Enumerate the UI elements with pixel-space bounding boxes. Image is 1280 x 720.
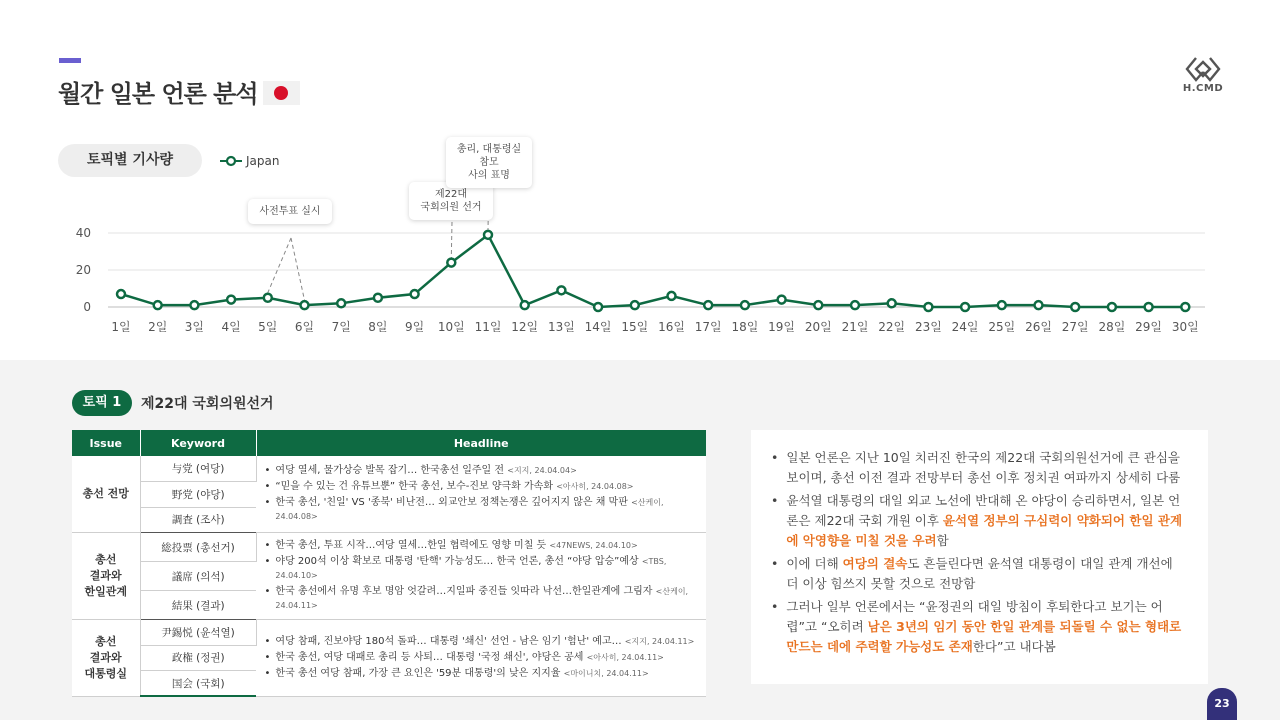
issue-cell	[72, 456, 140, 533]
data-point	[1108, 303, 1116, 311]
x-tick-label: 27일	[1061, 320, 1089, 334]
data-point	[814, 301, 822, 309]
x-tick-label: 23일	[914, 320, 942, 334]
summary-text: 윤석열 대통령의 대일 외교 노선에 반대해 온 야당이 승리하면서, 일본 언론은 제22대 국회 개원 이후	[786, 493, 1181, 528]
x-tick-label: 20일	[804, 320, 832, 334]
x-tick-label: 28일	[1098, 320, 1126, 334]
y-tick-label: 0	[83, 300, 91, 314]
data-point	[301, 301, 309, 309]
summary-text: 함	[936, 533, 949, 548]
x-tick-label: 25일	[988, 320, 1016, 334]
x-tick-label: 15일	[621, 320, 649, 334]
bullet-icon: •	[264, 556, 271, 567]
x-tick-label: 5일	[258, 320, 278, 334]
summary-box	[751, 430, 1208, 684]
annotation-text-line: 총리, 대통령실 참모	[456, 144, 522, 168]
summary-item	[771, 597, 1186, 657]
annotation-text-line: 제22대	[434, 189, 468, 200]
bullet-icon: •	[264, 667, 271, 679]
bullet-icon: •	[264, 586, 271, 597]
headline-text: 한국 총선, 여당 대패로 총리 등 사퇴… 대통령 '국정 쇄신', 야당은 공세	[275, 651, 584, 663]
headline-table	[72, 430, 706, 697]
article-volume-chart	[0, 0, 1280, 345]
headline-source: <마이니치, 24.04.11>	[563, 668, 649, 678]
page-title: 월간 일본 언론 분석	[58, 80, 258, 108]
x-tick-label: 17일	[694, 320, 722, 334]
bullet-icon: •	[264, 540, 271, 551]
headline-text: 한국 총선, 투표 시작…여당 열세…한일 협력에도 영향 미칠 듯	[275, 540, 547, 551]
summary-text: 일본 언론은 지난 10일 치러진 한국의 제22대 국회의원선거에 큰 관심을 보이며, 총선 이전 결과 전망부터 총선 이후 정치권 여파까지 상세히 다룸	[786, 450, 1181, 485]
data-point	[411, 290, 419, 298]
table-header-headline: Headline	[256, 430, 706, 456]
x-tick-label: 10일	[437, 320, 465, 334]
summary-list	[771, 448, 1186, 657]
issue-cell	[72, 533, 140, 620]
topic-title: 제22대 국회의원선거	[141, 396, 274, 412]
summary-highlight: 여당의 결속	[842, 556, 908, 571]
data-point	[594, 303, 602, 311]
issue-label-line: 총선 전망	[82, 487, 129, 500]
topic-badge: 토픽 1	[72, 390, 132, 416]
headline-text: 한국 총선, '친일' VS '종북' 비난전… 외교안보 정책논쟁은 깊어지지 않은 채 막판	[275, 497, 628, 508]
data-point	[924, 303, 932, 311]
x-tick-label: 2일	[148, 320, 168, 334]
x-tick-label: 3일	[184, 320, 205, 334]
headline-source: <산케이, 24.04.11>	[275, 587, 689, 610]
x-tick-label: 1일	[111, 320, 131, 334]
headline-text: 야당 200석 이상 확보로 대통령 '탄핵' 가능성도… 한국 언론, 총선 “야당 압승”예상	[275, 556, 639, 567]
headline-source: <지지, 24.04.11>	[624, 636, 695, 646]
issue-label-line: 대통령실	[84, 666, 127, 680]
x-tick-label: 22일	[878, 320, 906, 334]
summary-text: 한다”고 내다봄	[972, 639, 1056, 654]
x-tick-label: 13일	[547, 320, 575, 334]
issue-label-line: 총선	[95, 634, 117, 648]
headline-source: <TBS, 24.04.10>	[275, 557, 667, 580]
chart-section-pill: 토픽별 기사량	[58, 144, 202, 177]
bullet-icon: •	[771, 599, 779, 614]
summary-item	[771, 554, 1186, 594]
annotation-leader-line	[291, 238, 305, 300]
table-row	[72, 456, 706, 482]
issue-label-line: 결과와	[89, 569, 122, 582]
summary-item	[771, 491, 1186, 551]
headline-source: <아사히, 24.04.08>	[556, 482, 634, 491]
x-tick-label: 8일	[368, 320, 388, 334]
headline-item	[265, 651, 699, 665]
bullet-icon: •	[771, 493, 779, 508]
bullet-icon: •	[771, 556, 779, 571]
keyword-cell: 尹錫悦 (윤석열)	[140, 620, 256, 646]
headline-item	[265, 480, 699, 494]
data-point	[668, 292, 676, 300]
table-row	[72, 620, 706, 646]
data-point	[631, 301, 639, 309]
data-point	[998, 301, 1006, 309]
chart-annotation	[248, 199, 332, 224]
data-point	[778, 296, 786, 304]
annotation-text-line: 사전투표 실시	[259, 206, 321, 217]
issue-label-line: 한일관계	[84, 585, 127, 598]
headline-item	[265, 464, 699, 478]
data-point	[888, 299, 896, 307]
keyword-cell: 野党 (야당)	[140, 482, 256, 508]
y-tick-label: 20	[75, 263, 91, 277]
legend-label: Japan	[246, 154, 280, 168]
logo-text: H.CMD	[1182, 83, 1224, 94]
annotation-leader-line	[451, 222, 452, 258]
data-point	[117, 290, 125, 298]
headline-item	[265, 555, 699, 583]
series-line	[121, 235, 1185, 307]
data-point	[521, 301, 529, 309]
table-row	[72, 533, 706, 562]
headline-cell	[256, 456, 706, 533]
headline-cell	[256, 533, 706, 620]
summary-text: 도 흔들린다면 윤석열 대통령이 대일 관계 개선에 더 이상 힘쓰지 못할 것으로 전망함	[786, 556, 1173, 591]
headline-text: 한국 총선 여당 참패, 가장 큰 요인은 '59분 대통령'의 낮은 지지율	[275, 667, 561, 679]
table-header-issue: Issue	[72, 430, 140, 456]
keyword-cell: 与党 (여당)	[140, 456, 256, 482]
headline-text: “믿을 수 있는 건 유튜브뿐” 한국 총선, 보수-진보 양극화 가속화	[275, 481, 554, 492]
annotation-text-line: 국회의원 선거	[420, 202, 482, 213]
keyword-cell: 調査 (조사)	[140, 507, 256, 533]
summary-highlight: 남은 3년의 임기 동안 한일 관계를 되돌릴 수 없는 형태로 만드는 데에 주력할 가능성도 존재	[786, 619, 1182, 654]
bullet-icon: •	[264, 465, 271, 476]
data-point	[1181, 303, 1189, 311]
issue-label-line: 결과와	[89, 650, 122, 664]
x-tick-label: 29일	[1135, 320, 1163, 334]
summary-text: 그러나 일부 언론에서는 “윤정권의 대일 방침이 후퇴한다고 보기는 어렵”고 “오히려	[786, 599, 1163, 634]
headline-source: <47NEWS, 24.04.10>	[549, 541, 638, 550]
headline-source: <산케이, 24.04.08>	[275, 498, 664, 521]
bullet-icon: •	[264, 481, 271, 492]
headline-text: 여당 참패, 진보야당 180석 돌파… 대통령 '쇄신' 선언 - 남은 임기 '험난' 예고…	[275, 635, 622, 647]
data-point	[337, 299, 345, 307]
x-tick-label: 30일	[1171, 320, 1199, 334]
headline-item	[265, 635, 699, 649]
data-point	[374, 294, 382, 302]
data-point	[484, 231, 492, 239]
keyword-cell: 総投票 (총선거)	[140, 533, 256, 562]
headline-text: 여당 열세, 물가상승 발목 잡기… 한국총선 일주일 전	[275, 465, 505, 476]
headline-source: <지지, 24.04.04>	[507, 466, 577, 475]
keyword-cell: 政権 (정권)	[140, 645, 256, 671]
data-point	[1145, 303, 1153, 311]
data-point	[961, 303, 969, 311]
annotation-text-line: 사의 표명	[468, 170, 510, 181]
y-tick-label: 40	[75, 226, 91, 240]
annotation-leader-line	[268, 238, 291, 293]
data-point	[227, 296, 235, 304]
data-point	[704, 301, 712, 309]
headline-item	[265, 539, 699, 553]
page-number: 23	[1207, 688, 1237, 720]
headline-cell	[256, 620, 706, 697]
x-tick-label: 12일	[511, 320, 539, 334]
x-tick-label: 6일	[294, 320, 315, 334]
headline-text: 한국 총선에서 유명 후보 명암 엇갈려…지일파 중진들 잇따라 낙선…한일관계에 그림자	[275, 586, 653, 597]
data-point	[1035, 301, 1043, 309]
summary-highlight: 윤석열 정부의 구심력이 약화되어 한일 관계에 악영향을 미칠 것을 우려	[786, 513, 1183, 548]
x-tick-label: 7일	[331, 320, 351, 334]
x-tick-label: 11일	[474, 320, 502, 334]
data-point	[154, 301, 162, 309]
keyword-cell: 国会 (국회)	[140, 671, 256, 697]
x-tick-label: 14일	[584, 320, 612, 334]
data-point	[447, 259, 455, 267]
headline-item	[265, 667, 699, 681]
x-tick-label: 24일	[951, 320, 979, 334]
x-tick-label: 4일	[221, 320, 241, 334]
x-tick-label: 21일	[841, 320, 869, 334]
bullet-icon: •	[264, 497, 271, 508]
bullet-icon: •	[264, 635, 271, 647]
data-point	[190, 301, 198, 309]
issue-label-line: 총선	[95, 553, 117, 566]
x-tick-label: 9일	[404, 320, 425, 334]
data-point	[557, 286, 565, 294]
data-point	[264, 294, 272, 302]
data-point	[851, 301, 859, 309]
x-tick-label: 26일	[1025, 320, 1052, 334]
summary-item	[771, 448, 1186, 488]
issue-cell	[72, 620, 140, 697]
bullet-icon: •	[771, 450, 779, 465]
keyword-cell: 議席 (의석)	[140, 562, 256, 591]
bullet-icon: •	[264, 651, 271, 663]
summary-text: 이에 더해	[786, 556, 843, 571]
chart-annotation	[446, 137, 532, 188]
x-tick-label: 19일	[768, 320, 796, 334]
data-point	[741, 301, 749, 309]
headline-item	[265, 585, 699, 613]
x-tick-label: 16일	[658, 320, 685, 334]
keyword-cell: 結果 (결과)	[140, 591, 256, 620]
data-point	[1071, 303, 1079, 311]
headline-item	[265, 496, 699, 524]
table-header-keyword: Keyword	[140, 430, 256, 456]
x-tick-label: 18일	[731, 320, 759, 334]
headline-source: <아사히, 24.04.11>	[586, 652, 664, 662]
